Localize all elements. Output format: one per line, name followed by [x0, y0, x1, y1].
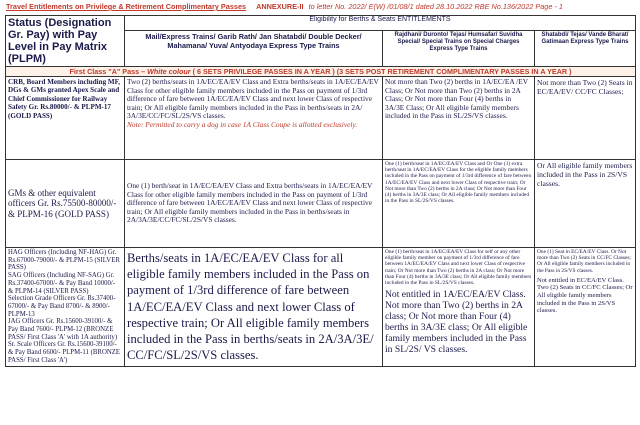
table-row: [6, 248, 636, 367]
status-sr-scale: Sr. Scale Officers Gr. Rs.15600-39100/- & Pay Band 6600/- PLPM-11 (BRONZE PASS/ First Class 'A'): [8, 341, 121, 364]
table-row: [6, 77, 636, 160]
status-cell: GMs & other equivalent officers Gr. Rs.75500-80000/- & PLPM-16 (GOLD PASS): [6, 160, 125, 248]
note-text: Note: Permitted to carry a dog in case 1A Class Coupe is allotted exclusively.: [127, 119, 358, 129]
page-header: [6, 2, 634, 14]
shatabdi-small-text: One (1) Seat in EC/EA/EV Class. Or Not more than Two (2) Seats in CC/FC Classes; Or All eligible family members included in the Pass in 2S/VS classes.: [537, 249, 632, 274]
status-jag: JAG Officers Gr. Rs.15600-39100/- & Pay Band 7600/- PLPM-12 (BRONZE PASS/ First Class 'A' with 1A authority): [8, 318, 118, 341]
rajdhani-cell: Not more than Two (2) berths in 1A/EC/EA /EV Class; Or Not more than Two (2) berths in 2A Class; Or Not more than Four (4) berths in 3A/3E Class; Or All eligible family members included in the Pass in SL/2S/VS classes.: [383, 77, 535, 160]
shatabdi-cell: Or All eligible family members included in the Pass in 2S/VS classes.: [535, 160, 636, 248]
shatabdi-large-text: Not entitled in EC/EA/EV Class. Two (2) Seats in CC/FC Classes; Or All eligible family members included in the Pass in 2S/VS classes.: [537, 276, 633, 315]
rajdhani-small-text: One (1) berth/seat in 1A/EC/EA/EV Class for self or any other eligible family member on payment of 1/3rd difference of fare between 1A/EC/EA/EV Class and next lower Class of respective train; Or Not more than Two (2) berths in 2A class; Or Not more than Four (4) berths in 3A/3E class; Or All eligible family members included in the Pass in SL/2S/VS classes.: [385, 249, 532, 287]
pass-class-band: [6, 67, 636, 77]
table-row: [6, 160, 636, 248]
mail-express-cell: Berths/seats in 1A/EC/EA/EV Class for all eligible family members included in the Pass on payment of 1/3rd difference of fare between 1A/EC/EA/EV Class and next lower Class of respective train; Or All eligible family members included in the Pass in berths/seats in 2A/3A/3E/ CC/FC/SL/2S/VS classes.: [125, 248, 383, 367]
document-title: Travel Entitlements on Privilege & Retirement Complimentary Passes: [6, 2, 247, 11]
status-selection-grade: Selection Grade Officers Gr. Rs.37400-67000/- & Pay Band 8700/- & 8900/- PLPM-13: [8, 295, 116, 318]
mail-express-cell: One (1) berth/seat in 1A/EC/EA/EV Class and Extra berths/seats in 1A/EC/EA/EV Class for other eligible family members included in the Pass on payment of 1/3rd difference of fare between 1A/EC/EA/EV Class and next lower Class of respective train; Or All eligible family members included in the Pass in berths/seats in 2A/3A/3E/CC/FC/SL/2S/VS classes.: [125, 160, 383, 248]
shatabdi-cell: Not more than Two (2) Seats in EC/EA/EV/ CC/FC Classes;: [535, 77, 636, 160]
shatabdi-cell: [535, 248, 636, 367]
entitlement-table: [5, 15, 636, 367]
rajdhani-cell: One (1) berth/seat in 1A/EC/EA/EV Class and Or One (1) extra berth/seat in 1A/EC/EA/EV Class for the eligible family members included in the Pass on payment of 1/3rd difference of fare between 1A/EC/EA/EV Class and next lower Class of respective train; Or Not more than Two (2) berths in 2A class; Or Not more than Four (4) berths in 3A/3E class; Or All eligible family members included in the Pass in SL/2S/VS classes.: [383, 160, 535, 248]
status-hag: HAG Officers (Including NF-HAG) Gr. Rs.67000-79000/- & PLPM-15 (SILVER PASS): [8, 249, 120, 272]
status-cell: [6, 248, 125, 367]
table-header-row: [6, 16, 636, 31]
letter-reference: to letter No. 2022/ E(W) /01/08/1 dated 28.10.2022 RBE No.136/2022 Page - 1: [308, 2, 563, 11]
status-header: Status (Designation Gr. Pay) with Pay Level in Pay Matrix (PLPM): [6, 16, 125, 67]
eligibility-header: Eligibility for Berths & Seats ENTITLEMENTS: [125, 16, 636, 31]
annexure-label: ANNEXURE-II: [256, 2, 304, 11]
band-dash: –: [139, 67, 148, 76]
col-rajdhani-header: Rajdhani/ Duronto/ Tejas/ Humsafar/ Suvidha Special/ Special Trains on Special Charges Express Type Trains: [383, 31, 535, 67]
band-colour: White colour: [147, 67, 191, 76]
rajdhani-cell: [383, 248, 535, 367]
band-prefix: First Class "A" Pass: [69, 67, 140, 76]
status-cell: CRB, Board Members including MF, DGs & GMs granted Apex Scale and Chief Commissioner for Railway Safety Gr. Rs.80000/- & PLPM-17 (GOLD PASS): [6, 77, 125, 160]
status-sag: SAG Officers (Including NF-SAG) Gr. Rs.37400-67000/- & Pay Band 10000/- & PLPM-14 (SILVER PASS): [8, 272, 116, 295]
col-shatabdi-header: Shatabdi/ Tejas/ Vande Bharat/ Gatimaan Express Type Trains: [535, 31, 636, 67]
col-mail-express-header: Mail/Express Trains/ Garib Rath/ Jan Shatabdi/ Double Decker/ Mahamana/ Yuva/ Antyodaya Express Type Trains: [125, 31, 383, 67]
rajdhani-large-text: Not entitled in 1A/EC/EA/EV Class. Not more than Two (2) berths in 2A class; Or Not more than Four (4) berths in 3A/3E class; Or All eligible family members included in the Pass in SL/2S/ VS classes.: [385, 289, 528, 356]
band-rest: ( 6 SETS PRIVILEGE PASSES IN A YEAR ) (3 SETS POST RETIREMENT COMPLIMENTARY PASSES IN A YEAR ): [190, 67, 572, 76]
mail-express-cell: Two (2) berths/seats in 1A/EC/EA/EV Class and Extra berths/seats in 1A/EC/EA/EV Class for other eligible family members included in the Pass on payment of 1/3rd difference of fare between 1A/EC/EA/EV Class and next lower Class of respective train; Or All eligible family members included in the Pass in berths/seats in 2A/ 3A/3E/CC/FC/SL/2S/VS classes. Note: Permitted to carry a dog in case 1A Class Coupe is allotted exclusively.: [125, 77, 383, 160]
